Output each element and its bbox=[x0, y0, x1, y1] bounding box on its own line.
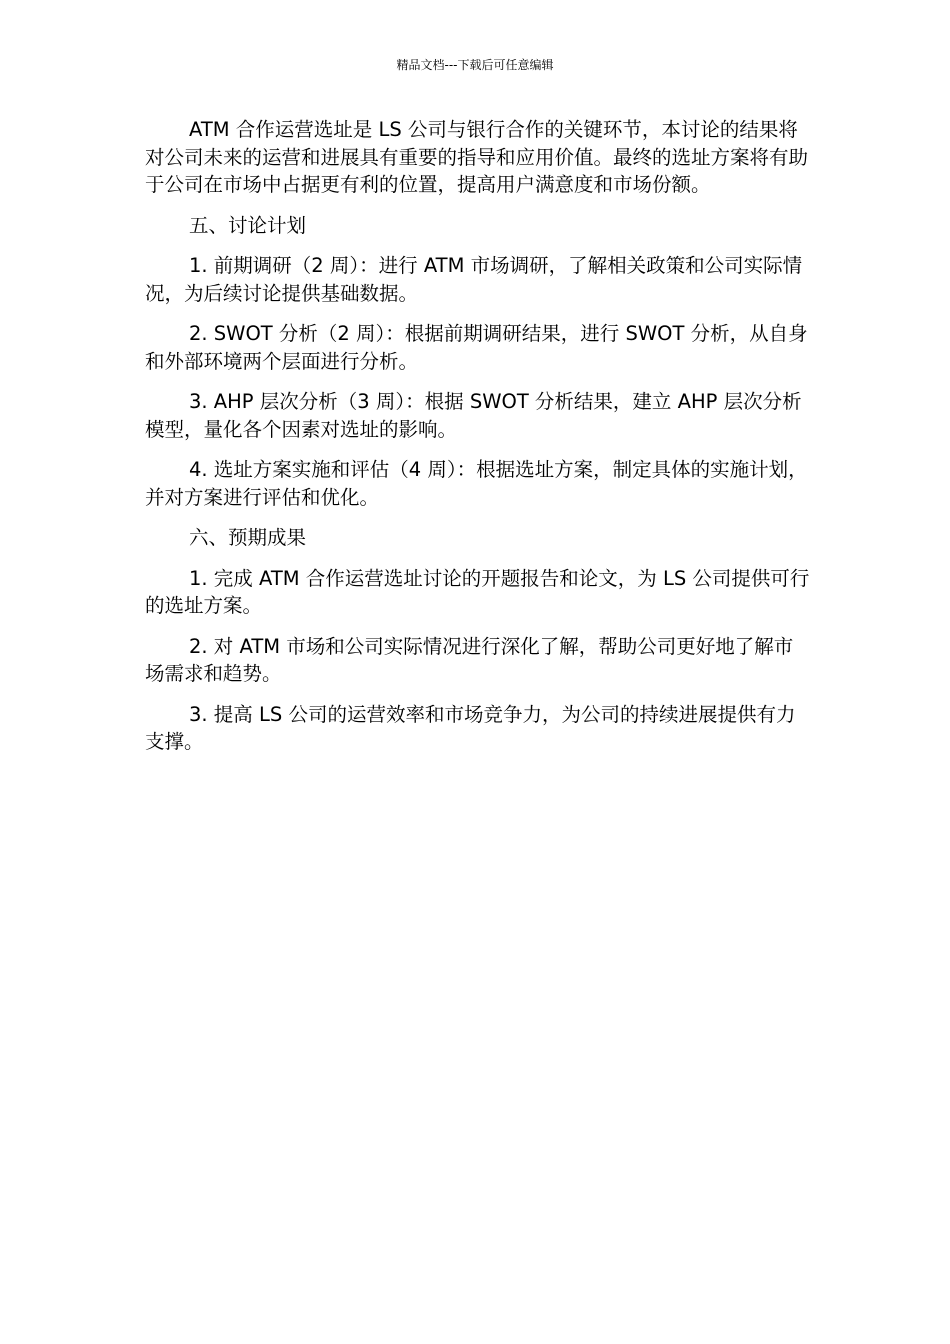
result-item-1: 1. 完成 ATM 合作运营选址讨论的开题报告和论文，为 LS 公司提供可行的选址方案。 bbox=[145, 566, 810, 617]
plan-item-2: 2. SWOT 分析（2 周）：根据前期调研结果，进行 SWOT 分析，从自身和外部环境两个层面进行分析。 bbox=[145, 322, 808, 373]
paragraph-conclusion: ATM 合作运营选址是 LS 公司与银行合作的关键环节，本讨论的结果将对公司未来的运营和进展具有重要的指导和应用价值。最终的选址方案将有助于公司在市场中占据更有利的位置，提高用户满意度和市场份额。 bbox=[145, 118, 809, 196]
plan-item-3: 3. AHP 层次分析（3 周）：根据 SWOT 分析结果，建立 AHP 层次分析模型，量化各个因素对选址的影响。 bbox=[145, 390, 802, 441]
plan-item-1: 1. 前期调研（2 周）：进行 ATM 市场调研，了解相关政策和公司实际情况，为后续讨论提供基础数据。 bbox=[145, 254, 803, 305]
page-header: 精品文档---下载后可任意编辑 bbox=[396, 58, 554, 72]
result-item-3: 3. 提高 LS 公司的运营效率和市场竞争力，为公司的持续进展提供有力支撑。 bbox=[145, 702, 796, 753]
section-heading-plan: 五、讨论计划 bbox=[189, 213, 307, 237]
section-heading-results: 六、预期成果 bbox=[189, 526, 307, 549]
document-body bbox=[145, 116, 810, 769]
result-item-2: 2. 对 ATM 市场和公司实际情况进行深化了解，帮助公司更好地了解市场需求和趋势。 bbox=[145, 634, 794, 685]
plan-item-4: 4. 选址方案实施和评估（4 周）：根据选址方案，制定具体的实施计划，并对方案进行评估和优化。 bbox=[145, 458, 808, 509]
